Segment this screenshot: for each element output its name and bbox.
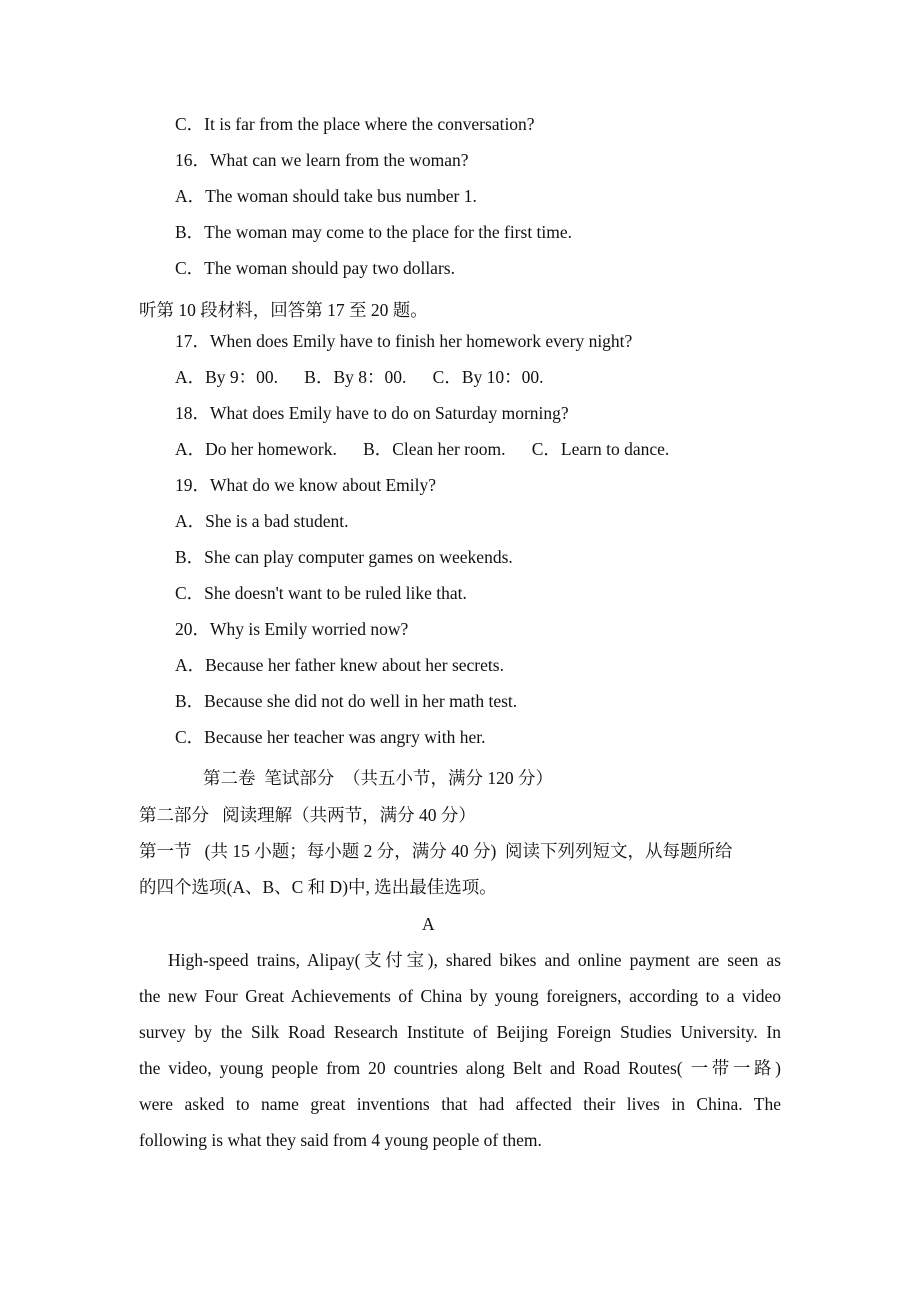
- passage-label: A: [422, 914, 435, 934]
- part-2-title: 第二部分 阅读理解（共两节，满分 40 分）: [139, 805, 476, 825]
- q20-question: 20．Why is Emily worried now?: [175, 619, 409, 639]
- q16-option-a: A．The woman should take bus number 1.: [175, 186, 477, 206]
- q16-option-c: C．The woman should pay two dollars.: [175, 258, 455, 278]
- q20-option-a: A．Because her father knew about her secrets.: [175, 655, 504, 675]
- q19-option-b: B．She can play computer games on weekends.: [175, 547, 513, 567]
- q18-question: 18．What does Emily have to do on Saturday morning?: [175, 403, 569, 423]
- q18-options: A．Do her homework. B．Clean her room. C．Learn to dance.: [175, 439, 670, 459]
- q16-question: 16．What can we learn from the woman?: [175, 150, 469, 170]
- passage-line: the new Four Great Achievements of China by young foreigners, according to a video: [139, 986, 781, 1006]
- passage-line: were asked to name great inventions that had affected their lives in China. The: [139, 1094, 781, 1114]
- q17-options: A．By 9：00. B．By 8：00. C．By 10：00.: [175, 367, 544, 387]
- q19-question: 19．What do we know about Emily?: [175, 475, 436, 495]
- passage-line: High-speed trains, Alipay(支付宝), shared bikes and online payment are seen as: [168, 950, 781, 970]
- section-1-instruction-cont: 的四个选项(A、B、C 和 D)中, 选出最佳选项。: [139, 877, 497, 897]
- passage-line: the video, young people from 20 countries along Belt and Road Routes( 一带一路): [139, 1058, 781, 1078]
- material-10-instruction: 听第 10 段材料，回答第 17 至 20 题。: [139, 300, 428, 320]
- passage-line: following is what they said from 4 young people of them.: [139, 1130, 542, 1150]
- q15-option-c: C．It is far from the place where the conversation?: [175, 114, 535, 134]
- q20-option-c: C．Because her teacher was angry with her.: [175, 727, 486, 747]
- q16-option-b: B．The woman may come to the place for the first time.: [175, 222, 573, 242]
- section-1-instruction: 第一节 (共 15 小题；每小题 2 分，满分 40 分) 阅读下列列短文，从每题所给: [139, 841, 733, 861]
- volume-title: 第二卷 笔试部分 （共五小节，满分 120 分）: [203, 768, 553, 788]
- passage-line: survey by the Silk Road Research Institute of Beijing Foreign Studies University. In: [139, 1022, 781, 1042]
- q19-option-a: A．She is a bad student.: [175, 511, 349, 531]
- q17-question: 17．When does Emily have to finish her homework every night?: [175, 331, 633, 351]
- q19-option-c: C．She doesn't want to be ruled like that.: [175, 583, 467, 603]
- q20-option-b: B．Because she did not do well in her math test.: [175, 691, 518, 711]
